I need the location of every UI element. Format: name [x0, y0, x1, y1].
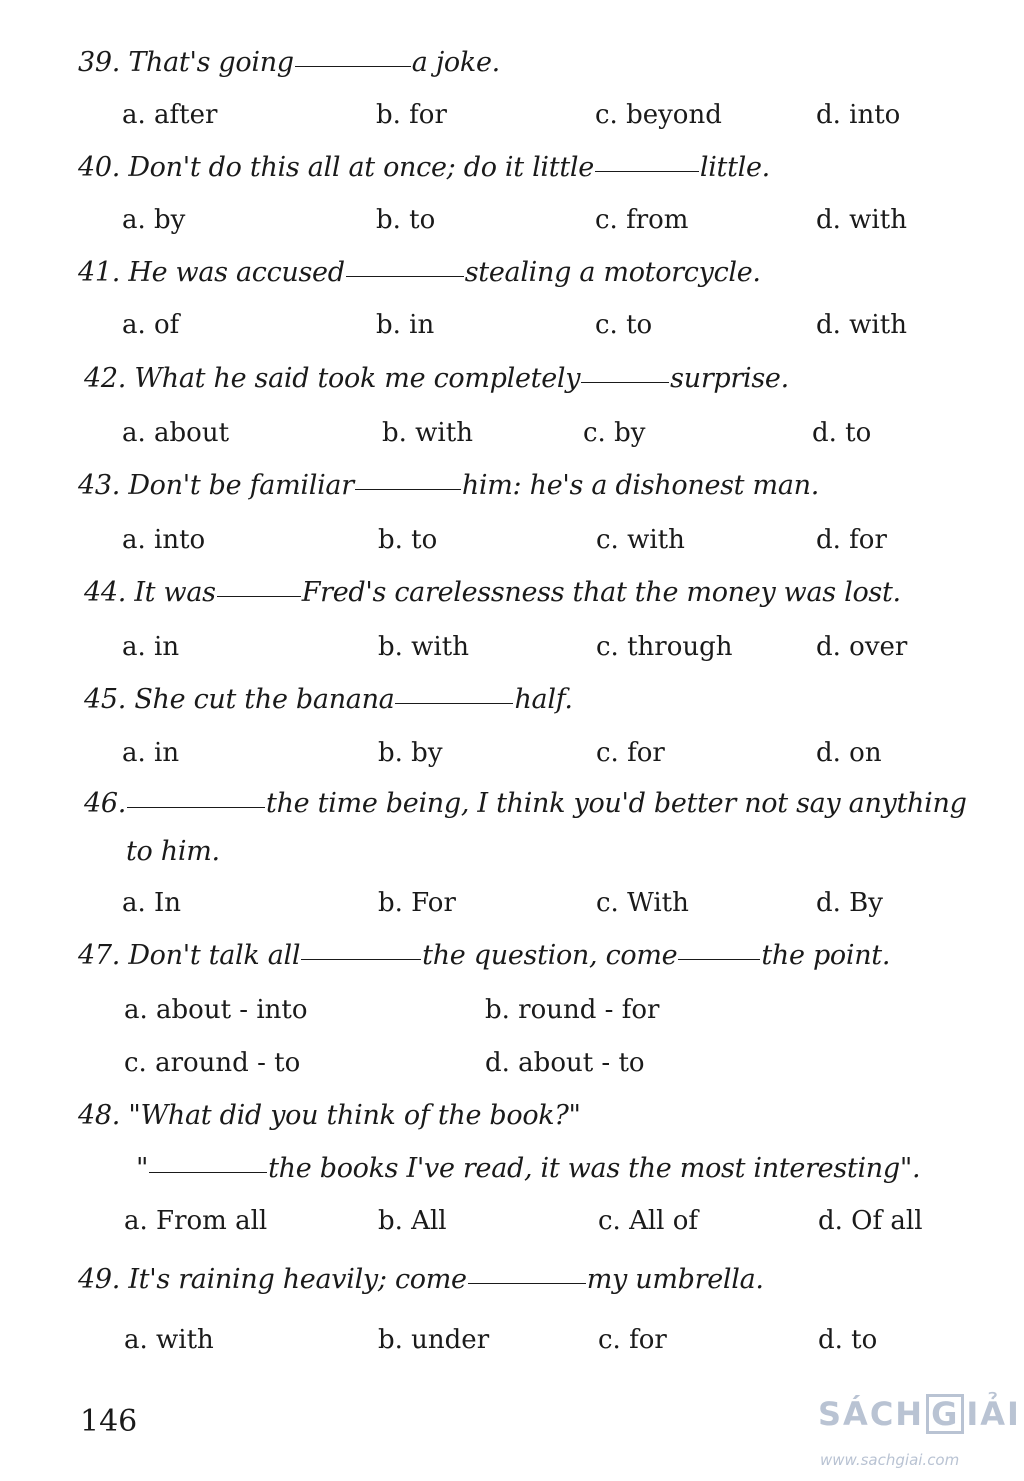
- option-39-a: a. after: [122, 100, 218, 130]
- watermark-logo: [818, 1394, 1021, 1434]
- answer-blank: [395, 702, 513, 704]
- answer-blank: [595, 170, 699, 172]
- option-48-a: a. From all: [124, 1206, 268, 1236]
- option-46-b: b. For: [378, 888, 456, 918]
- option-41-b: b. in: [376, 310, 435, 340]
- question-41: [78, 257, 761, 288]
- option-45-b: b. by: [378, 738, 443, 768]
- question-46: [84, 788, 967, 819]
- question-stem: 42. What he said took me completely: [84, 363, 581, 394]
- question-stem: a joke.: [411, 47, 500, 78]
- question-45: [84, 684, 573, 715]
- answer-blank: [149, 1171, 267, 1173]
- question-40: [78, 152, 770, 183]
- question-stem: surprise.: [670, 363, 789, 394]
- option-40-a: a. by: [122, 205, 186, 235]
- question-stem: 47. Don't talk all: [78, 940, 301, 971]
- option-46-c: c. With: [596, 888, 689, 918]
- option-47-a: a. about - into: [124, 995, 308, 1025]
- watermark-site: www.sachgiai.com: [820, 1451, 960, 1469]
- answer-blank: [127, 806, 265, 808]
- question-46-continued: to him.: [126, 836, 220, 867]
- option-45-a: a. in: [122, 738, 180, 768]
- option-48-d: d. Of all: [818, 1206, 923, 1236]
- question-stem: 43. Don't be familiar: [78, 470, 354, 501]
- question-stem: 41. He was accused: [78, 257, 345, 288]
- option-42-d: d. to: [812, 418, 872, 448]
- question-44: [84, 577, 901, 608]
- option-41-a: a. of: [122, 310, 180, 340]
- answer-blank: [301, 958, 421, 960]
- question-stem: half.: [514, 684, 573, 715]
- question-49: [78, 1264, 764, 1295]
- answer-blank: [468, 1282, 586, 1284]
- option-43-d: d. for: [816, 525, 887, 555]
- answer-blank: [295, 65, 411, 67]
- option-48-c: c. All of: [598, 1206, 699, 1236]
- option-43-a: a. into: [122, 525, 206, 555]
- answer-blank: [346, 275, 464, 277]
- option-40-c: c. from: [595, 205, 689, 235]
- question-42: [84, 363, 789, 394]
- option-48-b: b. All: [378, 1206, 447, 1236]
- question-stem: the point.: [761, 940, 891, 971]
- question-stem: 45. She cut the banana: [84, 684, 395, 715]
- question-stem: my umbrella.: [586, 1264, 764, 1295]
- option-42-a: a. about: [122, 418, 230, 448]
- question-stem: the question, come: [422, 940, 678, 971]
- question-stem: 40. Don't do this all at once; do it little: [78, 152, 594, 183]
- option-43-b: b. to: [378, 525, 438, 555]
- option-43-c: c. with: [596, 525, 685, 555]
- question-stem: ": [136, 1153, 149, 1184]
- option-40-b: b. to: [376, 205, 436, 235]
- page-number: 146: [80, 1404, 138, 1439]
- question-stem: the books I've read, it was the most interesting".: [268, 1153, 921, 1184]
- option-39-d: d. into: [816, 100, 901, 130]
- option-44-d: d. over: [816, 632, 908, 662]
- question-stem: Fred's carelessness that the money was lost.: [301, 577, 901, 608]
- option-42-c: c. by: [583, 418, 646, 448]
- option-47-b: b. round - for: [485, 995, 660, 1025]
- question-stem: 39. That's going: [78, 47, 294, 78]
- question-stem: 49. It's raining heavily; come: [78, 1264, 467, 1295]
- question-47: [78, 940, 890, 971]
- option-45-c: c. for: [596, 738, 665, 768]
- option-47-d: d. about - to: [485, 1048, 645, 1078]
- question-43: [78, 470, 819, 501]
- watermark-text: IẢI: [966, 1395, 1021, 1433]
- question-stem: 46.: [84, 788, 127, 819]
- option-49-a: a. with: [124, 1325, 214, 1355]
- option-46-a: a. In: [122, 888, 182, 918]
- answer-blank: [678, 958, 760, 960]
- option-45-d: d. on: [816, 738, 882, 768]
- answer-blank: [581, 381, 669, 383]
- option-46-d: d. By: [816, 888, 883, 918]
- option-47-c: c. around - to: [124, 1048, 301, 1078]
- option-44-b: b. with: [378, 632, 469, 662]
- question-stem: the time being, I think you'd better not say anything: [266, 788, 967, 819]
- option-41-d: d. with: [816, 310, 907, 340]
- question-48-continued: [136, 1153, 920, 1184]
- option-44-c: c. through: [596, 632, 733, 662]
- question-stem: little.: [699, 152, 770, 183]
- question-stem: 44. It was: [84, 577, 216, 608]
- option-49-b: b. under: [378, 1325, 490, 1355]
- option-41-c: c. to: [595, 310, 653, 340]
- option-42-b: b. with: [382, 418, 473, 448]
- option-44-a: a. in: [122, 632, 180, 662]
- option-49-d: d. to: [818, 1325, 878, 1355]
- question-stem: him: he's a dishonest man.: [461, 470, 819, 501]
- question-48: 48. "What did you think of the book?": [78, 1100, 581, 1131]
- option-39-c: c. beyond: [595, 100, 722, 130]
- option-39-b: b. for: [376, 100, 447, 130]
- option-49-c: c. for: [598, 1325, 667, 1355]
- question-stem: stealing a motorcycle.: [464, 257, 761, 288]
- answer-blank: [355, 488, 461, 490]
- watermark-text: SÁCH: [818, 1395, 925, 1433]
- answer-blank: [217, 595, 301, 597]
- watermark-text: G: [926, 1394, 964, 1434]
- option-40-d: d. with: [816, 205, 907, 235]
- question-39: [78, 47, 500, 78]
